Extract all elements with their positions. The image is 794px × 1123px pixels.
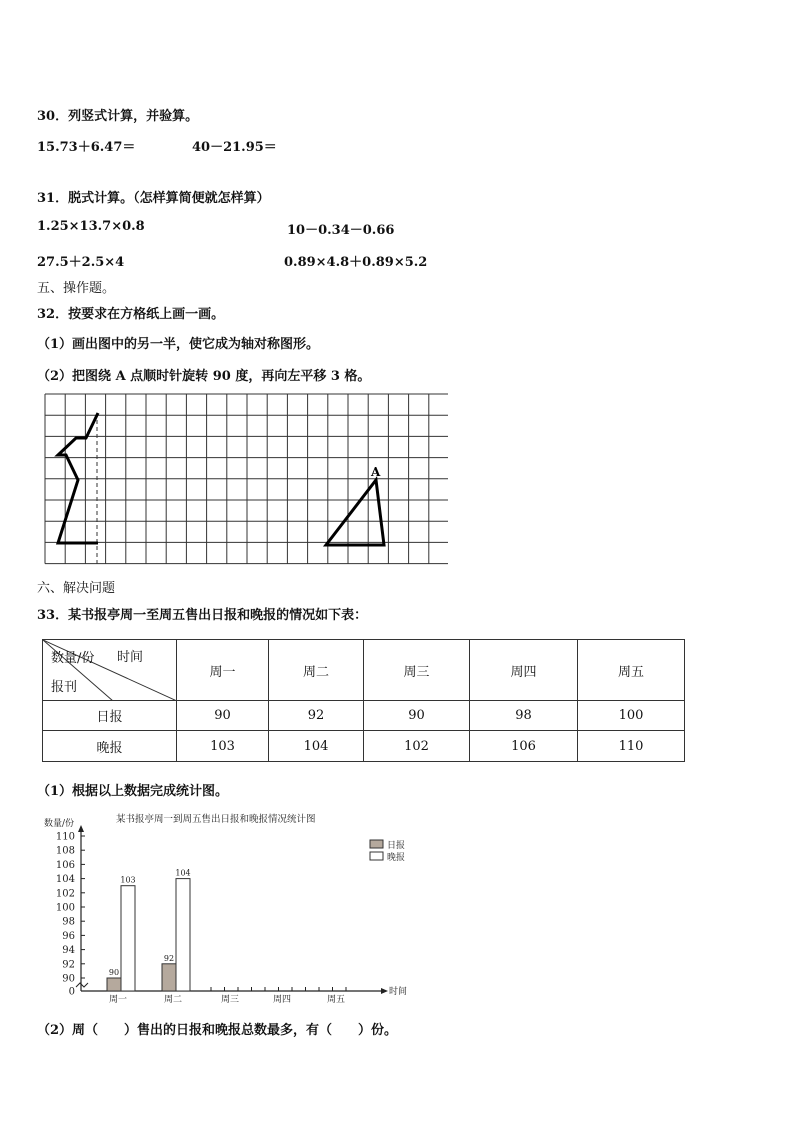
table-day-header: 周五	[578, 640, 685, 701]
y-tick-label: 94	[62, 945, 75, 957]
table-cell: 92	[269, 701, 364, 731]
x-category-label: 周三	[220, 995, 240, 1005]
x-category-label: 周二	[163, 995, 183, 1005]
grid-lines	[45, 394, 448, 564]
grid-paper	[44, 393, 448, 567]
table-corner-header	[43, 640, 177, 701]
table-day-header: 周一	[177, 640, 269, 701]
axis-break	[76, 983, 88, 987]
chart-title: 某书报亭周一到周五售出日报和晚报情况统计图	[116, 814, 316, 825]
bar-daily	[162, 964, 176, 991]
y-tick-label: 96	[62, 930, 75, 942]
legend-label: 晚报	[387, 853, 406, 863]
table-cell: 102	[364, 731, 470, 762]
table-cell: 90	[177, 701, 269, 731]
bar-value-label: 103	[120, 875, 136, 885]
y-tick-label: 102	[55, 888, 75, 900]
y-tick-label: 92	[62, 959, 75, 971]
q30-title: 30．列竖式计算，并验算。	[37, 109, 199, 124]
triangle-figure	[326, 480, 384, 545]
y-axis-label: 数量/份	[44, 819, 75, 829]
bar-evening	[176, 879, 190, 991]
table-cell: 104	[269, 731, 364, 762]
table-row	[43, 731, 685, 762]
table-cell: 110	[578, 731, 685, 762]
bar-daily	[107, 978, 121, 991]
y-tick-label: 110	[55, 831, 75, 843]
table-cell: 106	[470, 731, 578, 762]
table-day-header: 周三	[364, 640, 470, 701]
sales-table	[42, 639, 685, 762]
x-category-label: 周五	[326, 995, 346, 1005]
q32-item-1: （1）画出图中的另一半，使它成为轴对称图形。	[37, 337, 320, 352]
x-category-label: 周一	[108, 995, 128, 1005]
bar-value-label: 90	[108, 968, 120, 977]
q32-item-2: （2）把图绕 A 点顺时针旋转 90 度，再向左平移 3 格。	[37, 369, 371, 384]
section-5-heading: 五、操作题。	[37, 281, 116, 296]
table-row	[43, 701, 685, 731]
q31-title: 31．脱式计算。（怎样算简便就怎样算）	[37, 191, 270, 206]
q30-expr-1: 15.73＋6.47＝	[37, 140, 136, 155]
bar-evening	[121, 886, 135, 991]
y-tick-label: 106	[55, 859, 75, 871]
legend-swatch	[370, 852, 383, 860]
table-cell: 90	[364, 701, 470, 731]
corner-paper-label: 报刊	[51, 680, 78, 695]
corner-quantity-label: 数量/份	[51, 651, 95, 666]
half-figure	[58, 413, 98, 543]
point-a-label: A	[371, 465, 381, 479]
x-category-label: 周四	[272, 995, 292, 1005]
corner-time-label: 时间	[117, 650, 144, 665]
q33-item-1: （1）根据以上数据完成统计图。	[37, 784, 229, 799]
section-6-heading: 六、解决问题	[37, 581, 116, 596]
bar-value-label: 104	[175, 868, 191, 878]
table-cell: 100	[578, 701, 685, 731]
y-axis-arrow	[78, 825, 84, 832]
bar-value-label: 92	[163, 953, 175, 963]
y-tick-label: 104	[55, 874, 75, 886]
x-axis-label: 时间	[389, 987, 408, 997]
legend-label: 日报	[387, 841, 406, 851]
y-tick-label: 100	[55, 902, 75, 914]
y-tick-label: 0	[68, 986, 75, 998]
row-label-evening: 晚报	[43, 731, 177, 762]
x-axis-arrow	[381, 988, 388, 994]
q30-expr-2: 40－21.95＝	[192, 140, 277, 155]
table-day-header: 周二	[269, 640, 364, 701]
q33-item-2: （2）周（ ）售出的日报和晚报总数最多，有（ ）份。	[37, 1023, 398, 1038]
y-tick-label: 98	[62, 916, 75, 928]
bar-chart	[36, 808, 416, 1010]
q31-expr-3: 27.5＋2.5×4	[37, 255, 125, 270]
q33-title: 33．某书报亭周一至周五售出日报和晚报的情况如下表：	[37, 608, 368, 623]
row-label-daily: 日报	[43, 701, 177, 731]
y-tick-label: 90	[62, 973, 75, 985]
q31-expr-2: 10－0.34－0.66	[287, 223, 395, 238]
table-cell: 103	[177, 731, 269, 762]
q31-expr-4: 0.89×4.8＋0.89×5.2	[284, 255, 428, 270]
legend-swatch	[370, 840, 383, 848]
table-cell: 98	[470, 701, 578, 731]
q32-title: 32．按要求在方格纸上画一画。	[37, 307, 225, 322]
table-day-header: 周四	[470, 640, 578, 701]
y-tick-label: 108	[55, 845, 75, 857]
q31-expr-1: 1.25×13.7×0.8	[37, 219, 145, 234]
